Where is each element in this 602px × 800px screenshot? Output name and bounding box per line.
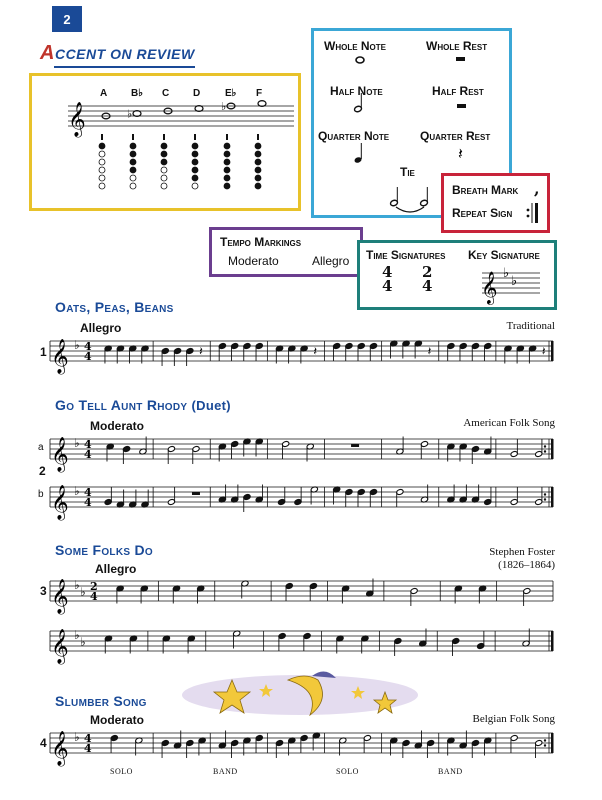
- whole-rest-icon: [351, 444, 359, 447]
- song-title-3: Some Folks Do: [55, 542, 154, 558]
- breath-mark-label: Breath Mark: [452, 183, 519, 197]
- note-head: [133, 111, 141, 117]
- time-signature-bottom: 4: [84, 448, 92, 461]
- closed-hole: [130, 159, 136, 165]
- time-signature-bottom: 4: [84, 742, 92, 755]
- repeat-sign-icon: [551, 439, 554, 459]
- thumb-key: [194, 134, 196, 140]
- closed-hole: [192, 151, 198, 157]
- song-credit-1: Traditional: [506, 320, 555, 332]
- part-a-label: a: [38, 442, 44, 453]
- closed-hole: [130, 167, 136, 173]
- tie-label: Tie: [400, 165, 415, 179]
- exercise-number-2: 2: [39, 464, 46, 478]
- flat-icon: ♭: [80, 585, 86, 599]
- note-head: [258, 101, 266, 107]
- time-signature-bottom: 4: [84, 350, 92, 363]
- closed-hole: [161, 159, 167, 165]
- quarter-rest-icon: 𝄽: [427, 344, 432, 358]
- quarter-rest-label: Quarter Rest: [420, 129, 491, 143]
- closed-hole: [99, 143, 105, 149]
- closed-hole: [224, 183, 230, 189]
- time-signature-4-4: 4 4: [382, 263, 393, 295]
- whole-rest-icon: [192, 492, 200, 495]
- repeat-sign-icon: [444, 176, 547, 230]
- closed-hole: [161, 143, 167, 149]
- open-hole: [99, 175, 105, 181]
- closed-hole: [255, 167, 261, 173]
- breath-mark-icon: ,: [534, 179, 540, 198]
- flat-icon: ♭: [74, 628, 80, 642]
- quarter-rest-icon: 𝄽: [458, 144, 463, 163]
- repeat-sign-icon: [551, 487, 554, 507]
- section-title-rest: CCENT ON REVIEW: [54, 46, 195, 62]
- open-hole: [99, 159, 105, 165]
- exercise-number-1: 1: [40, 345, 47, 359]
- staff-2a: [0, 433, 602, 473]
- fingering-note-label: A: [100, 88, 108, 99]
- thumb-key: [257, 134, 259, 140]
- time-signature-top: 4: [84, 438, 92, 451]
- quarter-rest-icon: 𝄽: [541, 344, 546, 358]
- flat-icon: ♭: [511, 274, 518, 289]
- band-label-2: BAND: [438, 767, 463, 776]
- exercise-number-4: 4: [40, 736, 47, 750]
- quarter-note-label: Quarter Note: [318, 129, 390, 143]
- song-credit-2: American Folk Song: [463, 417, 555, 429]
- exercise-number-3: 3: [40, 584, 47, 598]
- open-hole: [161, 183, 167, 189]
- tempo-moderato: Moderato: [228, 254, 279, 268]
- repeat-sign-icon: [551, 733, 554, 753]
- half-note-label: Half Note: [330, 84, 383, 98]
- song-title-2: Go Tell Aunt Rhody (Duet): [55, 397, 231, 413]
- fingering-note-label: E♭: [225, 88, 237, 99]
- time-signature-top: 4: [84, 340, 92, 353]
- closed-hole: [224, 151, 230, 157]
- open-hole: [99, 183, 105, 189]
- whole-rest-label: Whole Rest: [426, 39, 488, 53]
- treble-clef-icon: 𝄞: [481, 271, 498, 304]
- treble-clef-icon: 𝄞: [51, 579, 69, 614]
- marks-box: [441, 173, 550, 233]
- staff-4: [0, 727, 602, 767]
- open-hole: [130, 175, 136, 181]
- song-title-4: Slumber Song: [55, 693, 147, 709]
- song-credit-4: Belgian Folk Song: [472, 713, 555, 725]
- fingering-note-label: F: [256, 88, 263, 99]
- key-signature-title: Key Signature: [468, 248, 540, 262]
- closed-hole: [224, 159, 230, 165]
- song-tempo-2: Moderato: [90, 419, 144, 433]
- open-hole: [99, 167, 105, 173]
- open-hole: [99, 151, 105, 157]
- half-rest-icon: [457, 104, 466, 108]
- time-signature-bottom: 4: [90, 590, 98, 603]
- closed-hole: [192, 159, 198, 165]
- staff-1: [0, 335, 602, 375]
- closed-hole: [130, 143, 136, 149]
- song-tempo-3: Allegro: [95, 562, 137, 576]
- time-signatures-title: Time Signatures: [366, 248, 446, 262]
- flat-icon: ♭: [80, 635, 86, 649]
- quarter-note-icon: [354, 143, 363, 164]
- open-hole: [130, 183, 136, 189]
- flat-icon: ♭: [127, 107, 133, 121]
- section-title: [40, 42, 195, 65]
- repeat-sign-label: Repeat Sign: [452, 206, 513, 220]
- page-number: 2: [52, 6, 82, 32]
- fingering-note-label: D: [193, 88, 201, 99]
- moon-and-stars-illustration: [180, 670, 420, 720]
- thumb-key: [226, 134, 228, 140]
- treble-clef-icon: 𝄞: [51, 629, 69, 664]
- half-rest-label: Half Rest: [432, 84, 484, 98]
- whole-note-icon: [356, 57, 364, 63]
- fingering-chart-box: [29, 73, 301, 211]
- treble-clef-icon: 𝄞: [68, 102, 86, 137]
- tempo-allegro: Allegro: [312, 254, 350, 268]
- thumb-key: [163, 134, 165, 140]
- staff-3: [0, 575, 602, 615]
- closed-hole: [192, 167, 198, 173]
- fingering-note-label: B♭: [131, 88, 143, 99]
- flat-icon: ♭: [74, 578, 80, 592]
- song-title-1: Oats, Peas, Beans: [55, 299, 174, 315]
- solo-label-2: SOLO: [336, 767, 359, 776]
- treble-clef-icon: 𝄞: [51, 485, 69, 520]
- closed-hole: [192, 175, 198, 181]
- section-title-initial: A: [40, 42, 55, 64]
- signatures-box: [357, 240, 557, 310]
- thumb-key: [132, 134, 134, 140]
- closed-hole: [224, 167, 230, 173]
- treble-clef-icon: 𝄞: [51, 339, 69, 374]
- flat-icon: ♭: [74, 730, 80, 744]
- time-signature-2-4: 2 4: [422, 263, 433, 295]
- closed-hole: [255, 143, 261, 149]
- closed-hole: [224, 175, 230, 181]
- final-barline: [551, 631, 554, 651]
- song-credit-3: Stephen Foster: [489, 546, 555, 558]
- closed-hole: [161, 151, 167, 157]
- closed-hole: [192, 143, 198, 149]
- song-tempo-1: Allegro: [80, 321, 122, 335]
- solo-label-1: SOLO: [110, 767, 133, 776]
- treble-clef-icon: 𝄞: [51, 437, 69, 472]
- time-signature-top: 4: [84, 486, 92, 499]
- time-signature-top: 2: [90, 580, 98, 593]
- open-hole: [192, 183, 198, 189]
- flat-icon: ♭: [503, 266, 510, 281]
- whole-note-label: Whole Note: [324, 39, 386, 53]
- closed-hole: [255, 183, 261, 189]
- closed-hole: [224, 143, 230, 149]
- open-hole: [161, 175, 167, 181]
- staff-3-continued: [0, 625, 602, 665]
- open-hole: [161, 167, 167, 173]
- part-b-label: b: [38, 489, 44, 500]
- treble-clef-icon: 𝄞: [51, 731, 69, 766]
- fingering-note-label: C: [162, 88, 170, 99]
- note-head: [195, 106, 203, 112]
- closed-hole: [255, 159, 261, 165]
- final-barline: [551, 341, 554, 361]
- whole-rest-icon: [456, 57, 465, 61]
- time-signature-bottom: 4: [84, 496, 92, 509]
- key-signature-staff: [360, 243, 554, 307]
- flat-icon: ♭: [74, 484, 80, 498]
- tempo-markings-title: Tempo Markings: [220, 235, 302, 249]
- flat-icon: ♭: [74, 436, 80, 450]
- song-tempo-4: Moderato: [90, 713, 144, 727]
- closed-hole: [255, 175, 261, 181]
- closed-hole: [130, 151, 136, 157]
- time-signature-top: 4: [84, 732, 92, 745]
- tempo-markings-box: [209, 227, 363, 277]
- tie-icon: [390, 187, 429, 212]
- thumb-key: [101, 134, 103, 140]
- flat-icon: ♭: [74, 338, 80, 352]
- song-credit-3-dates: (1826–1864): [498, 559, 555, 571]
- quarter-rest-icon: 𝄽: [199, 344, 203, 358]
- quarter-rest-icon: 𝄽: [313, 344, 318, 358]
- band-label-1: BAND: [213, 767, 238, 776]
- staff-2b: [0, 481, 602, 521]
- half-note-icon: [354, 93, 363, 113]
- flat-icon: ♭: [221, 100, 227, 113]
- closed-hole: [255, 151, 261, 157]
